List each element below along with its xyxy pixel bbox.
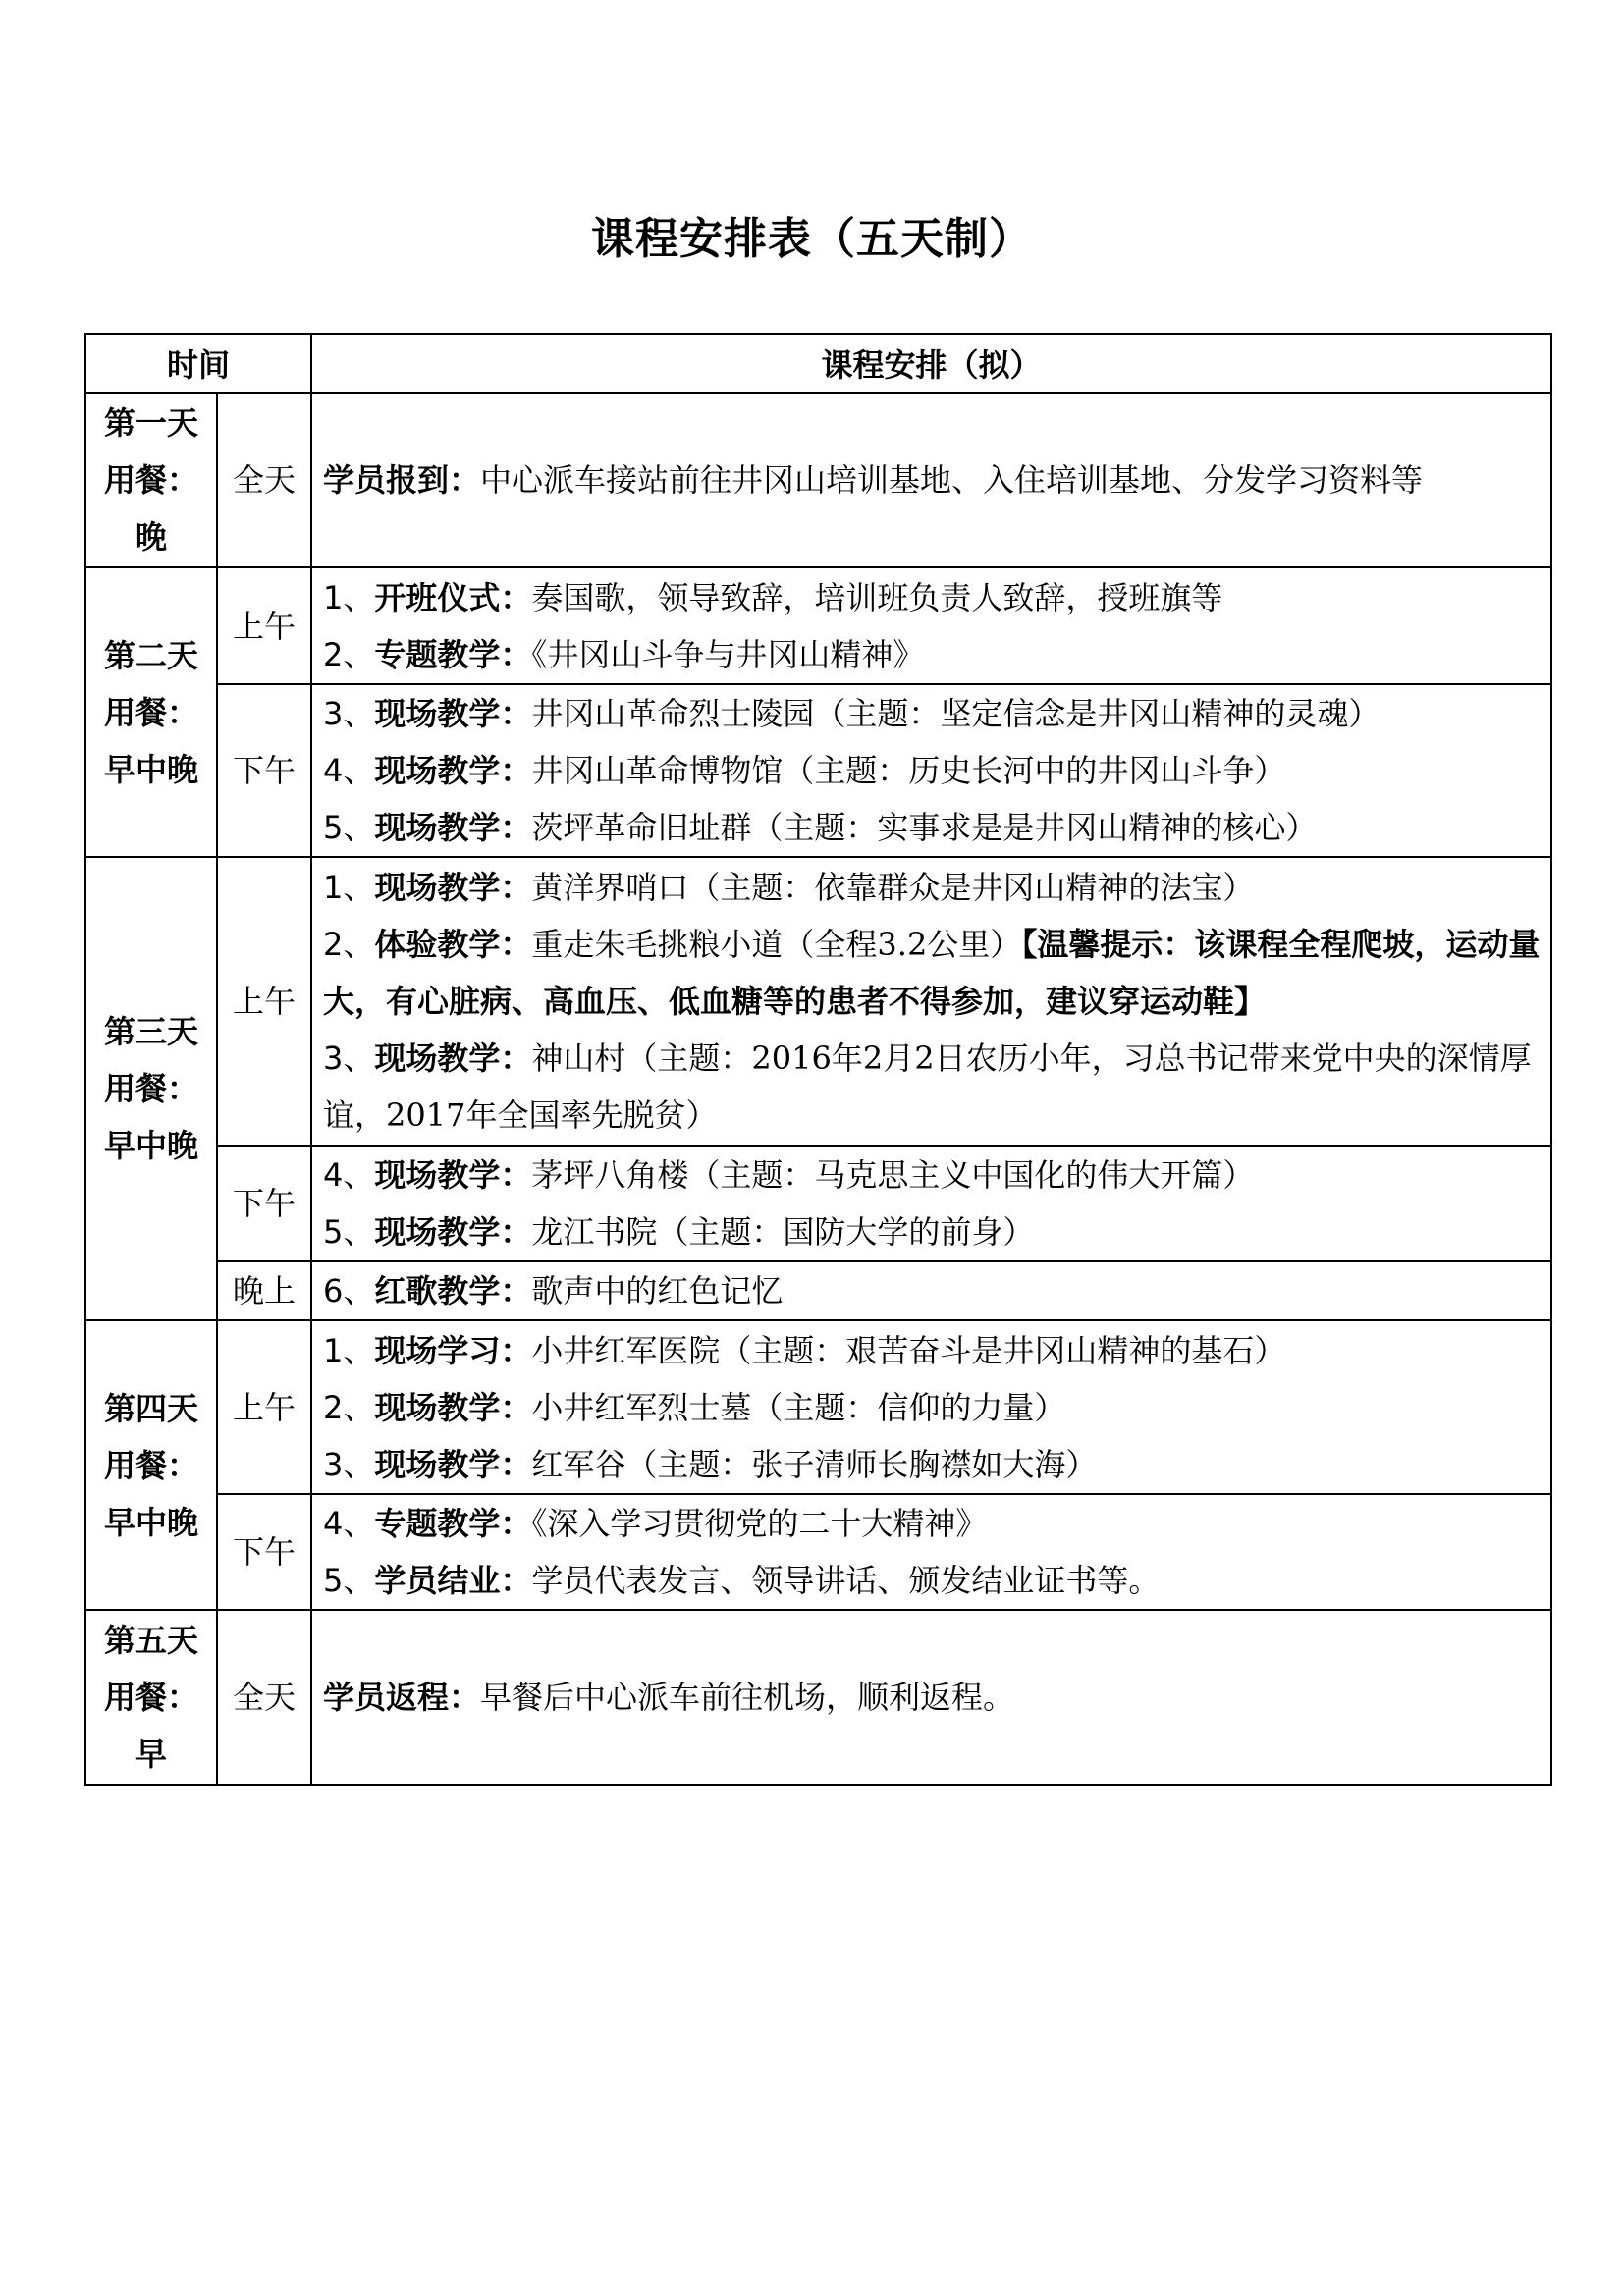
schedule-item [323,1262,1544,1319]
item-text: 井冈山革命烈士陵园（主题：坚定信念是井冈山精神的灵魂） [531,695,1380,732]
table-row [85,684,1551,857]
item-number: 5、 [323,1562,375,1599]
schedule-item [323,1147,1544,1203]
table-row [85,393,1551,567]
content-cell [311,393,1551,567]
schedule-item [323,569,1544,626]
item-text: 《深入学习贯彻党的二十大精神》 [531,1505,988,1542]
item-label: 体验教学： [374,926,532,963]
table-row [85,1146,1551,1261]
schedule-table [84,333,1552,1786]
table-row [85,1610,1551,1785]
item-number: 5、 [323,1213,375,1251]
meal-value: 晚 [135,518,167,556]
day-label: 第一天 [103,404,198,442]
content-cell [311,567,1551,684]
schedule-item [323,1322,1544,1379]
item-text: 井冈山革命博物馆（主题：历史长河中的井冈山斗争） [531,752,1286,789]
item-label: 专题教学： [374,635,532,673]
schedule-item [323,1203,1544,1260]
schedule-item [323,452,1544,508]
day-cell-1 [85,393,217,567]
item-number: 4、 [323,1505,375,1542]
item-label: 现场教学： [374,1388,532,1426]
item-label: 现场教学： [374,1213,532,1251]
schedule-item [323,742,1544,799]
item-number: 2、 [323,926,375,963]
item-number: 2、 [323,635,375,673]
table-row [85,1261,1551,1320]
item-label: 现场教学： [374,1040,532,1077]
header-schedule: 课程安排（拟） [311,334,1551,393]
meal-label: 用餐： [103,693,198,731]
period-cell: 全天 [217,393,311,567]
schedule-item [323,859,1544,916]
item-text: 学员代表发言、领导讲话、颁发结业证书等。 [531,1562,1161,1599]
item-label: 学员结业： [374,1562,532,1599]
item-label: 现场教学： [374,752,532,789]
meal-label: 用餐： [103,1679,198,1716]
item-text: 《井冈山斗争与井冈山精神》 [531,635,925,673]
schedule-item [323,1379,1544,1436]
item-label: 现场教学： [374,1445,532,1483]
item-number: 6、 [323,1272,375,1309]
period-cell: 上午 [217,857,311,1146]
period-cell: 下午 [217,1494,311,1610]
table-row [85,1494,1551,1610]
item-number: 3、 [323,1445,375,1483]
item-number: 1、 [323,869,375,906]
schedule-item [323,916,1544,1030]
meal-label: 用餐： [103,461,198,499]
day-label: 第三天 [103,1013,198,1050]
meal-label: 用餐： [103,1070,198,1107]
schedule-item [323,1495,1544,1552]
item-label: 现场教学： [374,809,532,846]
page-title: 课程安排表（五天制） [591,214,1033,264]
item-text: 小井红军烈士墓（主题：信仰的力量） [531,1388,1066,1426]
meal-value: 早中晚 [103,1503,198,1541]
item-text: 龙江书院（主题：国防大学的前身） [531,1213,1035,1251]
item-number: 4、 [323,752,375,789]
day-cell-3 [85,857,217,1320]
item-tip: 【温馨提示：该课程全程爬坡，运动量大，有心脏病、高血压、低血糖等的患者不得参加，建议穿运动鞋】 [323,926,1541,1020]
day-label: 第二天 [103,636,198,674]
schedule-item [323,1552,1544,1609]
meal-value: 早 [135,1735,167,1773]
meal-value: 早中晚 [103,750,198,788]
item-number: 5、 [323,809,375,846]
item-text: 歌声中的红色记忆 [531,1272,784,1309]
item-label: 红歌教学： [374,1272,532,1309]
item-text: 中心派车接站前往井冈山培训基地、入住培训基地、分发学习资料等 [480,461,1424,499]
item-number: 3、 [323,1040,375,1077]
item-text: 小井红军医院（主题：艰苦奋斗是井冈山精神的基石） [531,1331,1286,1369]
item-number: 2、 [323,1388,375,1426]
item-label: 现场学习： [374,1331,532,1369]
content-cell [311,857,1551,1146]
period-cell: 上午 [217,567,311,684]
item-text: 神山村（主题：2016年2月2日农历小年，习总书记带来党中央的深情厚谊，2017年全国率先脱贫） [323,1040,1532,1134]
item-number: 3、 [323,695,375,732]
period-cell: 下午 [217,1146,311,1261]
day-label: 第五天 [103,1622,198,1659]
item-text: 茅坪八角楼（主题：马克思主义中国化的伟大开篇） [531,1156,1255,1194]
item-text: 黄洋界哨口（主题：依靠群众是井冈山精神的法宝） [531,869,1255,906]
item-text: 重走朱毛挑粮小道（全程3.2公里） [531,926,1022,963]
content-cell [311,684,1551,857]
schedule-item [323,626,1544,683]
content-cell [311,1261,1551,1320]
period-cell: 下午 [217,684,311,857]
item-label: 学员返程： [323,1679,481,1716]
period-cell: 晚上 [217,1261,311,1320]
content-cell [311,1610,1551,1785]
content-cell [311,1494,1551,1610]
item-number: 1、 [323,578,375,616]
day-cell-2 [85,567,217,857]
schedule-item [323,685,1544,742]
item-label: 现场教学： [374,1156,532,1194]
meal-label: 用餐： [103,1446,198,1484]
item-text: 茨坪革命旧址群（主题：实事求是是井冈山精神的核心） [531,809,1318,846]
item-number: 1、 [323,1331,375,1369]
table-row [85,857,1551,1146]
content-cell [311,1146,1551,1261]
day-cell-5 [85,1610,217,1785]
item-label: 现场教学： [374,695,532,732]
content-cell [311,1320,1551,1494]
item-label: 开班仪式： [374,578,532,616]
schedule-item [323,799,1544,856]
day-label: 第四天 [103,1389,198,1427]
period-cell: 上午 [217,1320,311,1494]
item-label: 现场教学： [374,869,532,906]
day-cell-4 [85,1320,217,1610]
table-row [85,567,1551,684]
meal-value: 早中晚 [103,1127,198,1164]
period-cell: 全天 [217,1610,311,1785]
schedule-item [323,1669,1544,1726]
item-text: 红军谷（主题：张子清师长胸襟如大海） [531,1445,1098,1483]
item-label: 专题教学： [374,1505,532,1542]
schedule-item [323,1436,1544,1493]
item-number: 4、 [323,1156,375,1194]
item-label: 学员报到： [323,461,481,499]
header-time: 时间 [85,334,311,393]
item-text: 早餐后中心派车前往机场，顺利返程。 [480,1679,1015,1716]
table-row [85,1320,1551,1494]
table-header-row [85,334,1551,393]
schedule-item [323,1030,1544,1144]
item-text: 奏国歌，领导致辞，培训班负责人致辞，授班旗等 [531,578,1223,616]
